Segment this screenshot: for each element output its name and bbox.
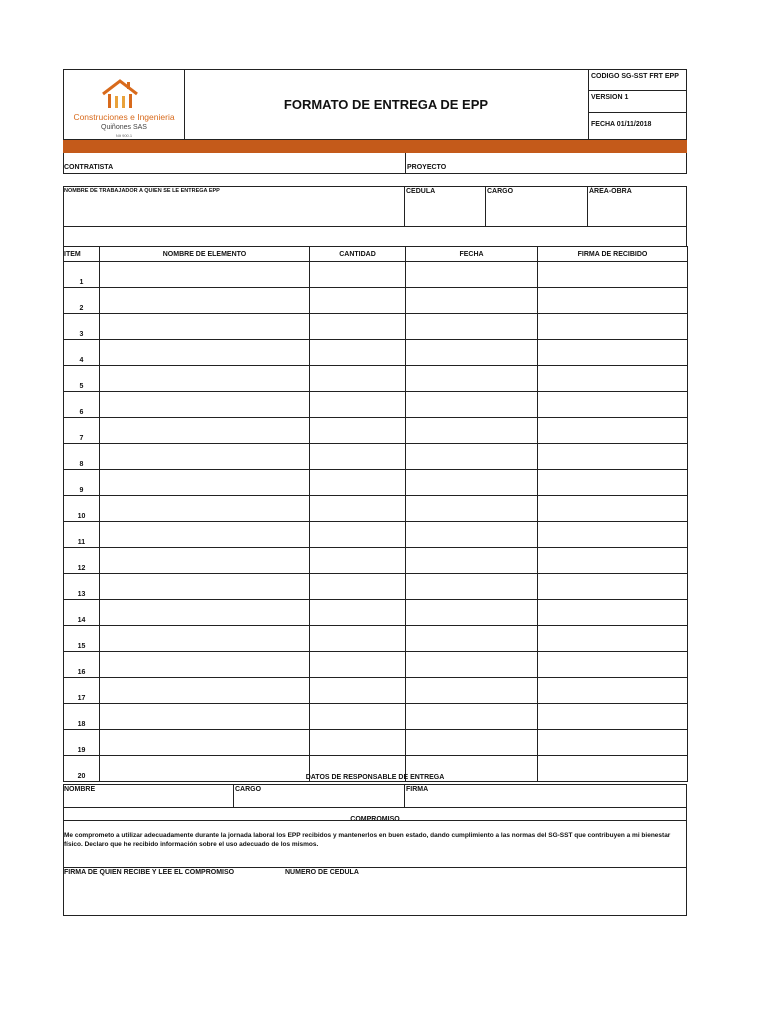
firma-cell[interactable] — [538, 470, 688, 496]
cantidad-cell[interactable] — [310, 340, 406, 366]
compromiso-text: Me comprometo a utilizar adecuadamente durante la jornada laboral los EPP recibidos y mantenerlos en buen estado, dando cumplimiento a las normas del SG-SST que contribuyen a mi bienestar físico. Declaro que he recibido información sobre el uso adecuado de los mismos. — [64, 832, 671, 848]
nombre-elemento-cell[interactable] — [100, 574, 310, 600]
item-number: 8 — [64, 444, 100, 470]
table-row — [64, 730, 688, 756]
logo — [64, 70, 185, 139]
firma-cell[interactable] — [538, 652, 688, 678]
cantidad-cell[interactable] — [310, 418, 406, 444]
cantidad-cell[interactable] — [310, 548, 406, 574]
nombre-elemento-cell[interactable] — [100, 418, 310, 444]
item-number: 5 — [64, 366, 100, 392]
item-number: 12 — [64, 548, 100, 574]
nombre-elemento-cell[interactable] — [100, 522, 310, 548]
responsable-title: DATOS DE RESPONSABLE DE ENTREGA — [305, 774, 445, 781]
nombre-elemento-cell[interactable] — [100, 652, 310, 678]
firma-cell[interactable] — [538, 522, 688, 548]
fecha-cell[interactable] — [406, 548, 538, 574]
fecha-cell[interactable] — [406, 600, 538, 626]
responsable-row — [63, 784, 687, 808]
table-row — [64, 678, 688, 704]
cantidad-cell[interactable] — [310, 496, 406, 522]
table-row — [64, 652, 688, 678]
accent-bar — [63, 140, 687, 153]
fecha-cell[interactable] — [406, 340, 538, 366]
cantidad-cell[interactable] — [310, 392, 406, 418]
table-row — [64, 574, 688, 600]
cantidad-cell[interactable] — [310, 522, 406, 548]
fecha-cell[interactable] — [406, 522, 538, 548]
table-row — [64, 626, 688, 652]
cantidad-cell[interactable] — [310, 626, 406, 652]
nombre-elemento-cell[interactable] — [100, 600, 310, 626]
item-number: 1 — [64, 262, 100, 288]
fecha-cell[interactable] — [406, 366, 538, 392]
cantidad-cell[interactable] — [310, 600, 406, 626]
fecha-cell[interactable] — [406, 444, 538, 470]
header-block — [63, 69, 687, 140]
responsable-cargo-label: CARGO — [235, 786, 262, 793]
compromiso-text-box — [63, 820, 687, 868]
cedula-label: CEDULA — [406, 188, 436, 195]
item-number: 16 — [64, 652, 100, 678]
firma-compromiso-box — [63, 867, 687, 916]
area-obra-label: ÁREA-OBRA — [589, 188, 632, 195]
nombre-elemento-cell[interactable] — [100, 470, 310, 496]
cantidad-cell[interactable] — [310, 444, 406, 470]
item-number: 6 — [64, 392, 100, 418]
cantidad-cell[interactable] — [310, 314, 406, 340]
firma-cell[interactable] — [538, 548, 688, 574]
table-row — [64, 522, 688, 548]
firma-cell[interactable] — [538, 366, 688, 392]
nombre-elemento-cell[interactable] — [100, 392, 310, 418]
cantidad-cell[interactable] — [310, 704, 406, 730]
fecha-cell[interactable] — [406, 470, 538, 496]
firma-quien-recibe-label: FIRMA DE QUIEN RECIBE Y LEE EL COMPROMISO — [64, 869, 235, 876]
fecha-cell[interactable] — [406, 314, 538, 340]
item-number: 11 — [64, 522, 100, 548]
cantidad-cell[interactable] — [310, 470, 406, 496]
item-number: 20 — [64, 756, 100, 782]
nombre-elemento-cell[interactable] — [100, 444, 310, 470]
cantidad-cell[interactable] — [310, 574, 406, 600]
cantidad-cell[interactable] — [310, 730, 406, 756]
nombre-elemento-cell[interactable] — [100, 678, 310, 704]
cantidad-cell[interactable] — [310, 366, 406, 392]
item-number: 17 — [64, 678, 100, 704]
nombre-elemento-cell[interactable] — [100, 496, 310, 522]
fecha-cell[interactable] — [406, 288, 538, 314]
fecha-cell[interactable] — [406, 652, 538, 678]
contratista-row — [63, 153, 687, 174]
fecha-cell[interactable] — [406, 574, 538, 600]
table-row — [64, 262, 688, 288]
firma-cell[interactable] — [538, 262, 688, 288]
item-number: 19 — [64, 730, 100, 756]
table-row — [64, 340, 688, 366]
firma-cell[interactable] — [538, 288, 688, 314]
firma-cell[interactable] — [538, 574, 688, 600]
fecha-cell[interactable] — [406, 678, 538, 704]
item-number: 10 — [64, 496, 100, 522]
fecha-cell[interactable] — [406, 418, 538, 444]
meta-cell — [588, 70, 686, 139]
firma-cell[interactable] — [538, 418, 688, 444]
fecha-cell[interactable] — [406, 496, 538, 522]
table-row — [64, 600, 688, 626]
contratista-label: CONTRATISTA — [64, 164, 114, 171]
item-number: 13 — [64, 574, 100, 600]
header-fecha: FECHA — [406, 247, 538, 262]
fecha-cell[interactable] — [406, 704, 538, 730]
firma-cell[interactable] — [538, 678, 688, 704]
spacer-row — [63, 227, 687, 246]
table-row — [64, 470, 688, 496]
logo-line2: Quiñones SAS — [101, 124, 147, 131]
firma-cell[interactable] — [538, 392, 688, 418]
fecha-cell[interactable] — [406, 730, 538, 756]
nombre-elemento-cell[interactable] — [100, 340, 310, 366]
title-cell — [184, 70, 589, 139]
responsable-nombre-label: NOMBRE — [64, 786, 96, 793]
firma-cell[interactable] — [538, 730, 688, 756]
item-number: 15 — [64, 626, 100, 652]
table-row — [64, 392, 688, 418]
nombre-elemento-cell[interactable] — [100, 366, 310, 392]
version-label: VERSION 1 — [588, 91, 686, 113]
compromiso-title: COMPROMISO — [350, 816, 400, 823]
firma-cell[interactable] — [538, 314, 688, 340]
firma-cell[interactable] — [538, 496, 688, 522]
firma-cell[interactable] — [538, 600, 688, 626]
nombre-elemento-cell[interactable] — [100, 626, 310, 652]
table-row — [64, 704, 688, 730]
table-row — [64, 548, 688, 574]
item-number: 9 — [64, 470, 100, 496]
firma-cell[interactable] — [538, 340, 688, 366]
nombre-elemento-cell[interactable] — [100, 288, 310, 314]
numero-cedula-label: NUMERO DE CEDULA — [285, 869, 359, 876]
item-number: 7 — [64, 418, 100, 444]
fecha-label: FECHA 01/11/2018 — [591, 121, 652, 128]
item-number: 14 — [64, 600, 100, 626]
cantidad-cell[interactable] — [310, 652, 406, 678]
firma-cell[interactable] — [538, 626, 688, 652]
nombre-elemento-cell[interactable] — [100, 730, 310, 756]
table-row — [64, 418, 688, 444]
item-number: 18 — [64, 704, 100, 730]
item-number: 2 — [64, 288, 100, 314]
cantidad-cell[interactable] — [310, 262, 406, 288]
cantidad-cell[interactable] — [310, 288, 406, 314]
page-title: FORMATO DE ENTREGA DE EPP — [283, 97, 489, 112]
header-item: ITEM — [64, 247, 100, 262]
logo-line1: Construciones e Ingenieria — [73, 112, 175, 122]
logo-line3: NIt 900.1 — [115, 133, 133, 138]
nombre-elemento-cell[interactable] — [100, 548, 310, 574]
cantidad-cell[interactable] — [310, 678, 406, 704]
table-row — [64, 444, 688, 470]
firma-cell[interactable] — [538, 444, 688, 470]
proyecto-label: PROYECTO — [407, 164, 447, 171]
header-cantidad: CANTIDAD — [310, 247, 406, 262]
header-firma-recibido: FIRMA DE RECIBIDO — [538, 247, 688, 262]
compromiso-title-row — [63, 807, 687, 821]
firma-cell[interactable] — [538, 704, 688, 730]
worker-block — [63, 186, 687, 227]
table-row — [64, 288, 688, 314]
fecha-cell[interactable] — [406, 262, 538, 288]
house-logo-icon — [100, 78, 140, 112]
nombre-elemento-cell[interactable] — [100, 314, 310, 340]
table-row — [64, 314, 688, 340]
header-nombre-elemento: NOMBRE DE ELEMENTO — [100, 247, 310, 262]
nombre-elemento-cell[interactable] — [100, 262, 310, 288]
table-row — [64, 366, 688, 392]
item-number: 3 — [64, 314, 100, 340]
trabajador-label: NOMBRE DE TRABAJADOR A QUIEN SE LE ENTREGA EPP — [64, 188, 220, 194]
codigo-label: CODIGO SG-SST FRT EPP — [588, 70, 686, 91]
table-row — [64, 496, 688, 522]
items-table — [63, 246, 688, 782]
cargo-label: CARGO — [487, 188, 514, 195]
item-number: 4 — [64, 340, 100, 366]
fecha-cell[interactable] — [406, 392, 538, 418]
responsable-firma-label: FIRMA — [406, 786, 429, 793]
nombre-elemento-cell[interactable] — [100, 704, 310, 730]
fecha-cell[interactable] — [406, 626, 538, 652]
table-header-row — [64, 247, 688, 262]
